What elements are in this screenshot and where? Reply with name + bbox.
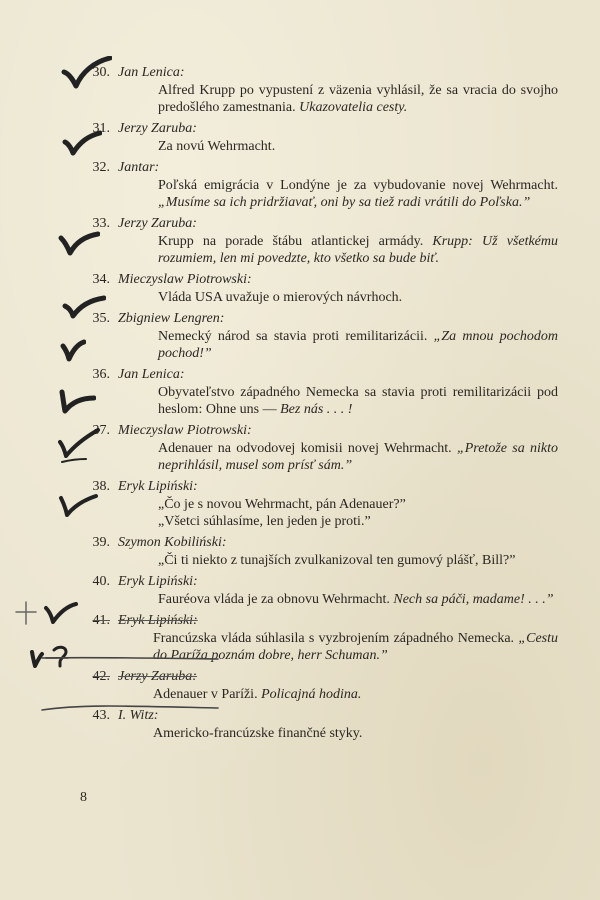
list-item: [0, 422, 600, 474]
entry-number: 31.: [92, 121, 110, 136]
entry-author: Jerzy Zaruba:: [118, 121, 197, 136]
list-item: [0, 159, 600, 211]
caricature-list: [0, 64, 600, 746]
entry-text: Alfred Krupp po vypustení z väzenia vyhlásil, že sa vracia do svojho predošlého zamestnania. Ukazovatelia cesty.: [158, 83, 558, 115]
entry-author: Mieczyslaw Piotrowski:: [118, 423, 252, 438]
entry-text: Adenauer v Paríži. Policajná hodina.: [153, 687, 362, 702]
entry-author: Jan Lenica:: [118, 367, 185, 382]
entry-author: Jerzy Zaruba:: [118, 216, 197, 231]
entry-number: 39.: [92, 535, 110, 550]
entry-text: Obyvateľstvo západného Nemecka sa stavia proti remilitarizácii pod heslom: Ohne uns — Bez nás . . . !: [158, 385, 558, 417]
list-item: [0, 310, 600, 362]
entry-text: Adenauer na odvodovej komisii novej Wehrmacht. „Pretože sa nikto neprihlásil, musel som prísť sám.”: [158, 441, 558, 473]
entry-author: I. Witz:: [118, 708, 159, 723]
entry-text: Nemecký národ sa stavia proti remilitarizácii. „Za mnou pochodom pochod!”: [158, 329, 558, 361]
list-item: [0, 215, 600, 267]
entry-author: Jerzy Zaruba:: [118, 669, 197, 684]
list-item: [0, 120, 600, 155]
list-item: [0, 573, 600, 608]
list-item: [0, 271, 600, 306]
list-item: [0, 534, 600, 569]
entry-number: 40.: [92, 574, 110, 589]
entry-number: 33.: [92, 216, 110, 231]
entry-number: 41.: [92, 613, 110, 628]
entry-number: 43.: [92, 708, 110, 723]
entry-text: Vláda USA uvažuje o mierových návrhoch.: [158, 290, 403, 305]
entry-number: 42.: [92, 669, 110, 684]
entry-line: „Čo je s novou Wehrmacht, pán Adenauer?”: [158, 497, 406, 512]
entry-number: 35.: [92, 311, 110, 326]
entry-text: „Či ti niekto z tunajších zvulkanizoval ten gumový plášť, Bill?”: [158, 553, 516, 568]
entry-author: Mieczyslaw Piotrowski:: [118, 272, 252, 287]
entry-number: 30.: [92, 65, 110, 80]
list-item: [0, 64, 600, 116]
entry-number: 37.: [92, 423, 110, 438]
entry-author: Eryk Lipiński:: [118, 479, 198, 494]
list-item: [0, 707, 600, 742]
entry-number: 38.: [92, 479, 110, 494]
entry-author: Eryk Lipiński:: [118, 613, 198, 628]
list-item: [0, 668, 600, 703]
list-item: [0, 366, 600, 418]
entry-text: [158, 496, 558, 530]
entry-author: Jan Lenica:: [118, 65, 185, 80]
list-item: [0, 612, 600, 664]
entry-number: 32.: [92, 160, 110, 175]
page-number: 8: [80, 790, 87, 805]
entry-text: Francúzska vláda súhlasila s vyzbrojením západného Nemecka. „Cestu do Paríža poznám dobre, herr Schuman.”: [153, 631, 559, 663]
entry-author: Eryk Lipiński:: [118, 574, 198, 589]
entry-number: 34.: [92, 272, 110, 287]
entry-text: Americko-francúzske finančné styky.: [153, 726, 363, 741]
list-item: [0, 478, 600, 530]
entry-text: Poľská emigrácia v Londýne je za vybudovanie novej Wehrmacht. „Musíme sa ich pridržiavať, oni by sa tiež radi vrátili do Poľska.”: [158, 178, 558, 210]
entry-number: 36.: [92, 367, 110, 382]
entry-text: Za novú Wehrmacht.: [158, 139, 276, 154]
entry-author: Zbigniew Lengren:: [118, 311, 225, 326]
entry-text: Fauréova vláda je za obnovu Wehrmacht. Nech sa páči, madame! . . .”: [158, 592, 554, 607]
entry-author: Szymon Kobiliński:: [118, 535, 227, 550]
entry-author: Jantar:: [118, 160, 160, 175]
entry-text: Krupp na porade štábu atlantickej armády. Krupp: Už všetkému rozumiem, len mi povedzte, kto všetko sa bude biť.: [158, 234, 558, 266]
entry-line: „Všetci súhlasíme, len jeden je proti.”: [158, 514, 371, 529]
